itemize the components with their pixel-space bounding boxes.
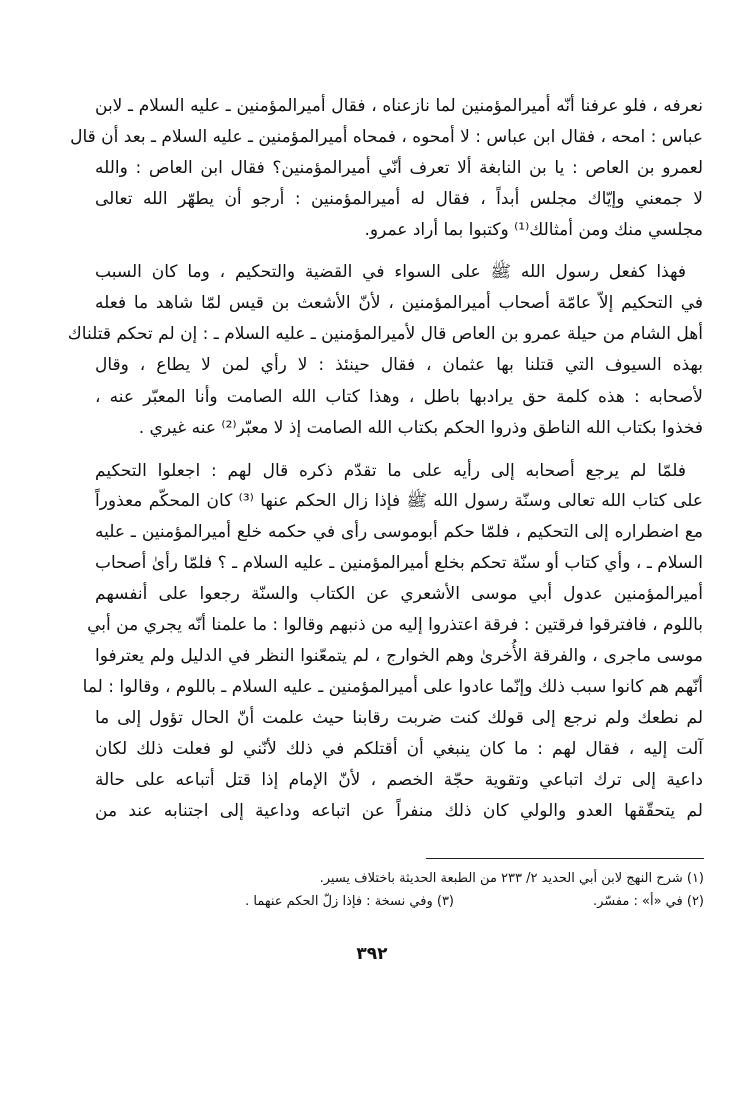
body-line: موسى ماجرى ، والفرقة الأُخرىٰ وهم الخوارج ، لم يتمعّنوا النظر في الدليل ولم يعترفوا — [95, 646, 703, 666]
footnote-3: (٣) وفي نسخة : فإذا زلّ الحكم عنهما . — [245, 894, 454, 909]
body-line: مجلسي منك ومن أمثالك⁽¹⁾ وكتبوا بما أراد عمرو. — [364, 220, 703, 240]
body-line: عباس : امحه ، فقال ابن عباس : لا أمحوه ، فمحاه أميرالمؤمنين ـ عليه السلام ـ بعد أن قال — [70, 127, 703, 147]
body-line: داعية إلى ترك اتباعي وتقوية حجّة الخصم ، لأنّ الإمام إذا قتل أتباعه على حالة — [95, 770, 703, 790]
body-line: في التحكيم إلاّ عامّة أصحاب أميرالمؤمنين ، لأنّ الأشعث بن قيس لمّا شاهد ما فعله — [95, 293, 703, 313]
body-line: لم يتحقّقها العدو والولي كان ذلك منفراً عن اتباعه وداعية إلى اجتنابه عند من — [95, 801, 703, 821]
footnote-separator — [426, 858, 704, 859]
body-line: لا جمعني وإيّاك مجلس أبداً ، فقال له أميرالمؤمنين : أرجو أن يطهّر الله تعالى — [95, 189, 703, 209]
body-line: آلت إليه ، فقال لهم : ما كان ينبغي أن أقتلكم في ذلك لأنّني لو فعلت ذلك لكان — [95, 739, 703, 759]
body-line: أهل الشام من حيلة عمرو بن العاص قال لأميرالمؤمنين ـ عليه السلام ـ : إن لم تحكم قتلناك — [67, 324, 703, 344]
body-line: لم نطعك ولم نرجع إلى قولك كنت ضربت رقابنا حيث علمت أنّ الحال تؤول إلى ما — [95, 708, 703, 728]
body-line: نعرفه ، فلو عرفنا أنّه أميرالمؤمنين لما نازعناه ، فقال أميرالمؤمنين ـ عليه السلام ـ لابن — [95, 96, 703, 116]
body-line: فخذوا بكتاب الله الناطق وذروا الحكم بكتاب الله الصامت إذ لا معبّر⁽²⁾ عنه غيري . — [138, 418, 703, 438]
body-line: أميرالمؤمنين عدول أبي موسى الأشعري عن الكتاب والسنّة رجعوا على أنفسهم — [95, 584, 703, 604]
body-line: على كتاب الله تعالى وسنّة رسول الله ﷺ فإذا زال الحكم عنها ⁽³⁾ كان المحكّم معذوراً — [95, 491, 703, 511]
body-line: فلمّا لم يرجع أصحابه إلى رأيه على ما تقدّم ذكره قال لهم : اجعلوا التحكيم — [95, 461, 686, 481]
page-number: ٣٩٢ — [356, 944, 388, 964]
body-line: السلام ـ ، وأي كتاب أو سنّة تحكم بخلع أميرالمؤمنين ـ عليه السلام ـ ؟ فلمّا رأىٰ أصحاب — [95, 553, 703, 573]
footnote-2: (٢) في «أ» : مفسّر. — [592, 894, 704, 909]
body-line: لأصحابه : هذه كلمة حق يرادبها باطل ، وهذا كتاب الله الصامت وأنا المعبّر عنه ، — [95, 387, 703, 407]
footnote-1: (١) شرح النهج لابن أبي الحديد ٢/ ٢٣٣ من الطبعة الحديثة باختلاف يسير. — [319, 871, 704, 886]
body-line: بهذه السيوف التي قتلنا بها عثمان ، فقال حينئذ : لا رأي لمن لا يطاع ، وقال — [95, 355, 703, 375]
body-line: فهذا كفعل رسول الله ﷺ على السواء في القضية والتحكيم ، وما كان السبب — [95, 262, 686, 282]
body-line: مع اضطراره إلى التحكيم ، فلمّا حكم أبوموسى رأى في حكمه خلع أميرالمؤمنين ـ عليه — [95, 522, 703, 542]
body-line: باللوم ، فافترقوا فرقتين : فرقة اعتذروا إليه من ذنبهم وقالوا : ما علمنا أنّه يجري من أبي — [87, 615, 703, 635]
body-line: أنّهم هم كانوا سبب ذلك وإنّما عادوا على أميرالمؤمنين ـ عليه السلام ـ باللوم ، وقالوا : لما — [82, 677, 703, 697]
body-line: لعمرو بن العاص : يا بن النابغة ألا تعرف أنّي أميرالمؤمنين؟ فقال ابن العاص : والله — [95, 158, 703, 178]
